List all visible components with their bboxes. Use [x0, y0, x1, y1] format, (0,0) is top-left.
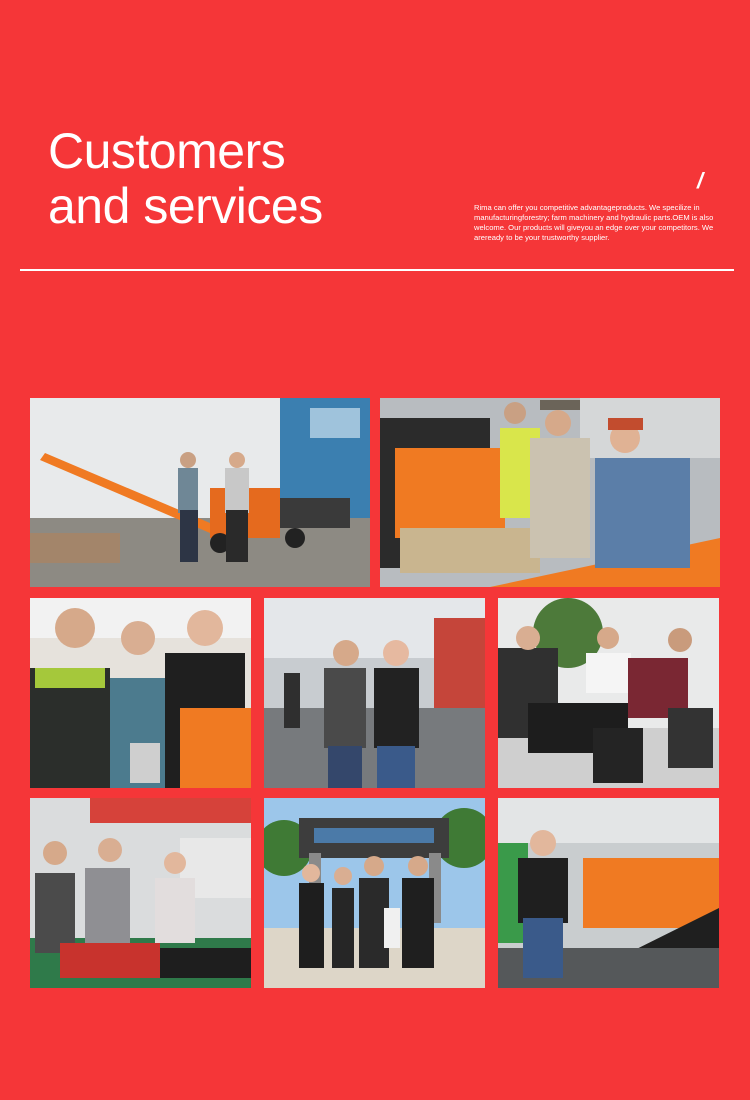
title-line-2: and services	[48, 178, 323, 234]
photo-man-in-factory	[498, 798, 719, 988]
company-description: Rima can offer you competitive advantageproducts. We specilize in manufacturingforestry; farm machinery and hydraulic parts.OEM is also welcome. Our products will giveyou an edge over your competitors. We areready to be your trustworthy supplier.	[474, 203, 714, 242]
photo-group-at-gate	[264, 798, 485, 988]
slash-mark: /	[697, 168, 704, 193]
photo-workers-at-machine	[30, 598, 251, 788]
photo-customers-inspecting-machine	[380, 398, 720, 587]
title-line-1: Customers	[48, 123, 286, 179]
photo-customer-meeting	[498, 598, 719, 788]
page-title	[48, 124, 323, 234]
header-divider	[20, 269, 734, 271]
photo-factory-visit	[30, 798, 251, 988]
photo-customers-with-log-splitter	[30, 398, 370, 587]
photo-men-at-exhibition	[264, 598, 485, 788]
